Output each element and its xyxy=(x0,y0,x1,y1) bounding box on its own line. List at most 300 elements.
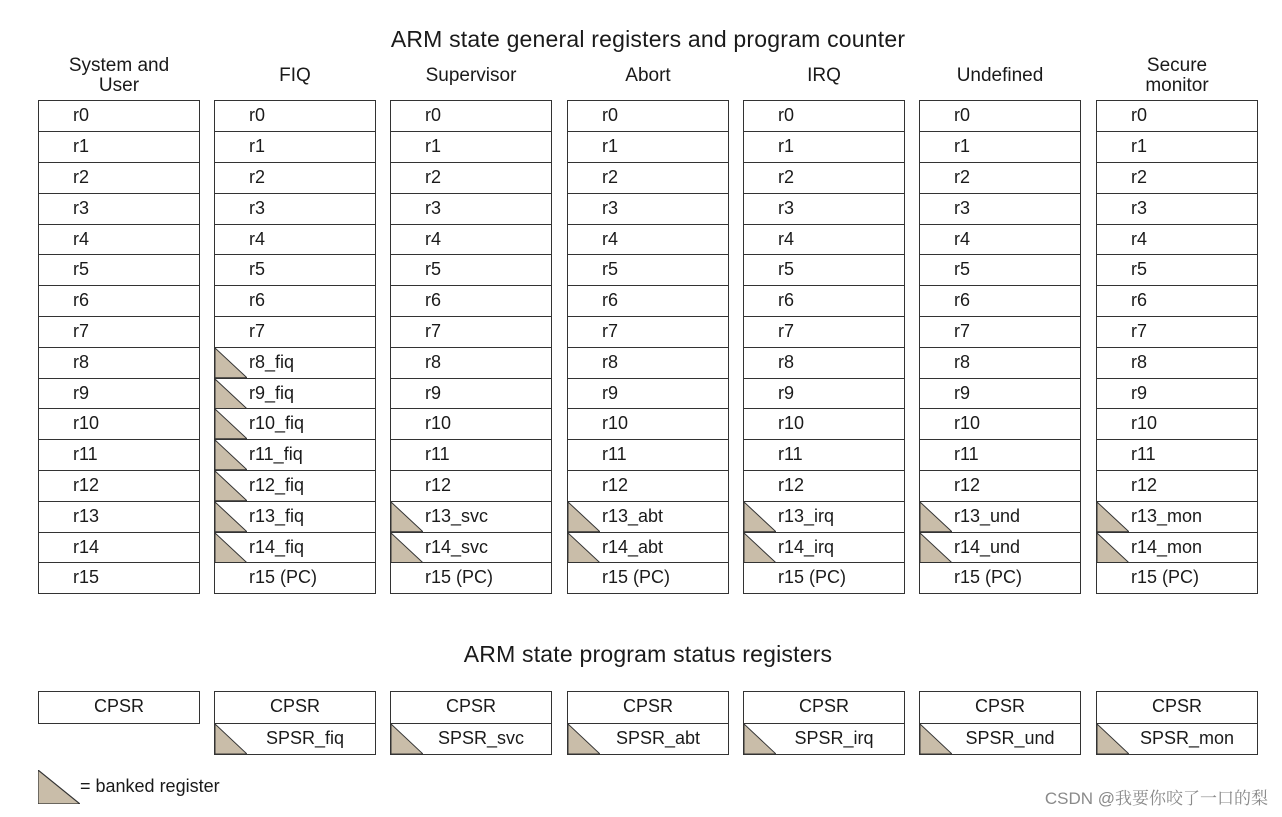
register-label: r4 xyxy=(1131,228,1148,249)
register-column xyxy=(390,100,552,594)
register-cell xyxy=(919,563,1081,594)
register-label: r9 xyxy=(425,382,442,403)
register-label: r3 xyxy=(778,197,795,218)
register-label: r15 (PC) xyxy=(602,567,671,588)
register-cell xyxy=(38,225,200,256)
register-column xyxy=(919,100,1081,594)
register-cell xyxy=(743,194,905,225)
register-cell xyxy=(919,379,1081,410)
register-cell xyxy=(567,255,729,286)
register-cell xyxy=(390,100,552,132)
register-label: r13_abt xyxy=(602,505,664,526)
register-cell xyxy=(743,100,905,132)
register-label: r1 xyxy=(954,136,971,157)
register-label: r13_svc xyxy=(425,505,489,526)
psr-column xyxy=(390,691,552,755)
legend xyxy=(38,770,298,804)
register-label: r0 xyxy=(954,105,971,125)
register-cell xyxy=(38,286,200,317)
banked-register-icon xyxy=(744,724,776,754)
register-label: r6 xyxy=(249,290,266,311)
register-cell xyxy=(1096,225,1258,256)
register-label: r3 xyxy=(1131,197,1148,218)
register-label: r11 xyxy=(602,444,627,465)
register-cell xyxy=(1096,409,1258,440)
register-label: r12 xyxy=(425,475,452,496)
register-cell xyxy=(390,563,552,594)
psr-column xyxy=(214,691,376,755)
psr-label: SPSR_fiq xyxy=(265,727,345,748)
banked-register-cell xyxy=(1096,502,1258,533)
banked-register-cell xyxy=(214,471,376,502)
banked-register-cell xyxy=(567,533,729,564)
psr-label: CPSR xyxy=(1151,696,1202,716)
register-cell xyxy=(38,533,200,564)
cpsr-cell xyxy=(567,691,729,724)
register-label: r13 xyxy=(73,505,100,526)
register-cell xyxy=(390,163,552,194)
psr-label: CPSR xyxy=(974,696,1025,716)
psr-label: SPSR_svc xyxy=(437,727,525,748)
register-cell xyxy=(1096,379,1258,410)
register-cell xyxy=(38,100,200,132)
register-cell xyxy=(38,348,200,379)
register-cell xyxy=(1096,317,1258,348)
register-label: r4 xyxy=(249,228,266,249)
register-label: r5 xyxy=(1131,259,1148,280)
register-cell xyxy=(919,225,1081,256)
register-cell xyxy=(38,471,200,502)
banked-register-cell xyxy=(919,533,1081,564)
register-cell xyxy=(567,379,729,410)
register-label: r14_irq xyxy=(778,536,835,557)
register-cell xyxy=(214,317,376,348)
register-label: r13_fiq xyxy=(249,505,305,526)
register-label: r2 xyxy=(73,167,90,188)
mode-header xyxy=(919,54,1081,98)
register-cell xyxy=(1096,132,1258,163)
register-label: r0 xyxy=(73,105,90,125)
register-label: r8 xyxy=(425,351,442,372)
banked-register-icon xyxy=(568,533,600,563)
banked-register-cell xyxy=(214,379,376,410)
register-label: r14_und xyxy=(954,536,1021,557)
register-column xyxy=(1096,100,1258,594)
register-label: r10 xyxy=(954,413,981,434)
register-cell xyxy=(1096,286,1258,317)
cpsr-cell xyxy=(1096,691,1258,724)
diagram-title: ARM state general registers and program counter xyxy=(390,26,906,52)
register-cell xyxy=(1096,440,1258,471)
mode-name: Secure monitor xyxy=(1145,55,1209,96)
register-cell xyxy=(743,225,905,256)
spsr-cell xyxy=(567,724,729,755)
mode-name: FIQ xyxy=(279,65,311,86)
register-label: r8_fiq xyxy=(249,351,295,372)
register-label: r9 xyxy=(1131,382,1148,403)
register-cell xyxy=(743,563,905,594)
banked-register-icon xyxy=(215,533,247,563)
register-cell xyxy=(567,348,729,379)
register-cell xyxy=(390,409,552,440)
register-cell xyxy=(38,194,200,225)
register-cell xyxy=(743,471,905,502)
register-cell xyxy=(919,440,1081,471)
banked-register-icon xyxy=(215,502,247,532)
register-label: r7 xyxy=(73,321,90,342)
register-cell xyxy=(567,563,729,594)
spsr-cell xyxy=(919,724,1081,755)
register-cell xyxy=(390,348,552,379)
register-label: r12 xyxy=(1131,475,1158,496)
banked-register-icon xyxy=(1097,533,1129,563)
register-cell xyxy=(38,563,200,594)
register-label: r11_fiq xyxy=(249,444,303,465)
register-cell xyxy=(38,440,200,471)
psr-label: SPSR_irq xyxy=(794,727,874,748)
register-cell xyxy=(1096,563,1258,594)
register-label: r8 xyxy=(73,351,90,372)
psr-label: SPSR_abt xyxy=(615,727,701,748)
banked-register-icon xyxy=(920,502,952,532)
banked-register-icon xyxy=(920,533,952,563)
banked-register-icon xyxy=(1097,502,1129,532)
banked-register-icon xyxy=(215,440,247,470)
register-label: r15 xyxy=(73,567,100,588)
register-cell xyxy=(214,194,376,225)
register-label: r14_svc xyxy=(425,536,489,557)
register-cell xyxy=(38,163,200,194)
register-cell xyxy=(390,317,552,348)
watermark: CSDN @我要你咬了一口的梨 xyxy=(1044,789,1268,808)
register-cell xyxy=(567,409,729,440)
register-cell xyxy=(743,348,905,379)
register-column xyxy=(38,100,200,594)
register-column xyxy=(567,100,729,594)
psr-label: CPSR xyxy=(622,696,673,716)
register-label: r5 xyxy=(73,259,90,280)
psr-column xyxy=(919,691,1081,755)
register-cell xyxy=(743,379,905,410)
register-label: r10 xyxy=(602,413,629,434)
register-label: r5 xyxy=(249,259,266,280)
register-label: r11 xyxy=(954,444,979,465)
register-label: r11 xyxy=(1131,444,1156,465)
register-cell xyxy=(743,255,905,286)
register-label: r12 xyxy=(778,475,805,496)
register-label: r0 xyxy=(602,105,619,125)
mode-header xyxy=(214,54,376,98)
register-cell xyxy=(1096,255,1258,286)
psr-column xyxy=(743,691,905,755)
register-cell xyxy=(38,409,200,440)
spsr-cell xyxy=(214,724,376,755)
banked-register-cell xyxy=(214,440,376,471)
banked-register-icon xyxy=(391,502,423,532)
register-label: r7 xyxy=(954,321,971,342)
register-cell xyxy=(919,471,1081,502)
register-cell xyxy=(567,132,729,163)
banked-register-cell xyxy=(1096,533,1258,564)
banked-register-icon xyxy=(215,409,247,439)
register-cell xyxy=(919,409,1081,440)
register-label: r11 xyxy=(425,444,450,465)
register-label: r1 xyxy=(778,136,795,157)
register-label: r10 xyxy=(425,413,452,434)
register-label: r9_fiq xyxy=(249,382,295,403)
register-cell xyxy=(38,502,200,533)
register-cell xyxy=(214,100,376,132)
register-label: r8 xyxy=(954,351,971,372)
register-label: r5 xyxy=(425,259,442,280)
register-label: r2 xyxy=(249,167,266,188)
register-cell xyxy=(390,255,552,286)
mode-name: Abort xyxy=(625,65,671,86)
banked-register-cell xyxy=(567,502,729,533)
psr-label: SPSR_mon xyxy=(1139,727,1235,748)
register-label: r2 xyxy=(602,167,619,188)
psr-label: CPSR xyxy=(798,696,849,716)
banked-register-icon xyxy=(568,502,600,532)
register-cell xyxy=(390,379,552,410)
psr-label: CPSR xyxy=(445,696,496,716)
register-cell xyxy=(919,194,1081,225)
psr-column xyxy=(567,691,729,755)
register-label: r11 xyxy=(73,444,98,465)
register-label: r6 xyxy=(425,290,442,311)
mode-header xyxy=(567,54,729,98)
banked-register-cell xyxy=(214,502,376,533)
register-cell xyxy=(214,255,376,286)
psr-label: CPSR xyxy=(93,696,144,716)
banked-register-icon xyxy=(391,533,423,563)
register-cell xyxy=(743,409,905,440)
register-label: r8 xyxy=(1131,351,1148,372)
register-label: r12_fiq xyxy=(249,475,305,496)
register-label: r4 xyxy=(73,228,90,249)
banked-register-icon xyxy=(744,502,776,532)
register-label: r3 xyxy=(249,197,266,218)
register-label: r14_mon xyxy=(1131,536,1203,557)
register-label: r7 xyxy=(425,321,442,342)
banked-register-cell xyxy=(919,502,1081,533)
register-label: r15 (PC) xyxy=(1131,567,1200,588)
banked-register-icon xyxy=(215,724,247,754)
register-label: r2 xyxy=(954,167,971,188)
psr-label: SPSR_und xyxy=(965,727,1055,748)
spsr-cell xyxy=(1096,724,1258,755)
register-label: r0 xyxy=(425,105,442,125)
register-cell xyxy=(390,225,552,256)
register-label: r7 xyxy=(778,321,795,342)
register-cell xyxy=(743,317,905,348)
register-label: r12 xyxy=(73,475,100,496)
register-label: r15 (PC) xyxy=(425,567,494,588)
register-label: r15 (PC) xyxy=(954,567,1023,588)
register-label: r13_und xyxy=(954,505,1021,526)
register-label: r5 xyxy=(602,259,619,280)
register-cell xyxy=(919,286,1081,317)
register-label: r7 xyxy=(249,321,266,342)
register-cell xyxy=(390,440,552,471)
register-cell xyxy=(38,132,200,163)
register-label: r10 xyxy=(73,413,100,434)
register-label: r9 xyxy=(73,382,90,403)
banked-register-icon xyxy=(215,471,247,501)
register-label: r12 xyxy=(602,475,629,496)
register-cell xyxy=(919,163,1081,194)
register-label: r2 xyxy=(778,167,795,188)
mode-name: System and User xyxy=(68,55,170,96)
register-column xyxy=(214,100,376,594)
register-cell xyxy=(567,163,729,194)
register-cell xyxy=(567,440,729,471)
register-cell xyxy=(214,132,376,163)
register-label: r0 xyxy=(778,105,795,125)
register-cell xyxy=(38,379,200,410)
banked-register-cell xyxy=(214,348,376,379)
register-label: r9 xyxy=(954,382,971,403)
register-cell xyxy=(567,471,729,502)
register-cell xyxy=(567,225,729,256)
register-cell xyxy=(567,286,729,317)
register-label: r7 xyxy=(1131,321,1148,342)
psr-title: ARM state program status registers xyxy=(463,641,833,667)
cpsr-cell xyxy=(214,691,376,724)
register-cell xyxy=(567,194,729,225)
register-label: r5 xyxy=(954,259,971,280)
banked-register-cell xyxy=(214,533,376,564)
register-label: r9 xyxy=(778,382,795,403)
banked-register-icon xyxy=(38,770,80,804)
cpsr-cell xyxy=(38,691,200,724)
register-label: r14 xyxy=(73,536,100,557)
banked-register-cell xyxy=(743,502,905,533)
spsr-cell xyxy=(743,724,905,755)
banked-register-cell xyxy=(214,409,376,440)
register-label: r1 xyxy=(1131,136,1148,157)
register-cell xyxy=(1096,348,1258,379)
banked-register-icon xyxy=(744,533,776,563)
register-label: r14_fiq xyxy=(249,536,305,557)
register-cell xyxy=(1096,194,1258,225)
register-label: r12 xyxy=(954,475,981,496)
register-cell xyxy=(919,132,1081,163)
register-label: r13_mon xyxy=(1131,505,1203,526)
banked-register-cell xyxy=(390,533,552,564)
register-cell xyxy=(390,286,552,317)
register-label: r6 xyxy=(954,290,971,311)
register-cell xyxy=(390,132,552,163)
register-cell xyxy=(1096,100,1258,132)
banked-register-icon xyxy=(215,348,247,378)
register-label: r6 xyxy=(1131,290,1148,311)
register-cell xyxy=(743,132,905,163)
register-cell xyxy=(743,163,905,194)
register-label: r7 xyxy=(602,321,619,342)
register-label: r2 xyxy=(1131,167,1148,188)
register-cell xyxy=(567,317,729,348)
register-label: r5 xyxy=(778,259,795,280)
register-label: r11 xyxy=(778,444,803,465)
register-column xyxy=(743,100,905,594)
register-label: r1 xyxy=(249,136,266,157)
register-cell xyxy=(1096,471,1258,502)
banked-register-icon xyxy=(215,379,247,409)
register-label: r15 (PC) xyxy=(778,567,847,588)
register-cell xyxy=(919,317,1081,348)
legend-text: = banked register xyxy=(80,776,220,796)
psr-column xyxy=(1096,691,1258,755)
register-label: r4 xyxy=(602,228,619,249)
register-cell xyxy=(214,563,376,594)
register-label: r6 xyxy=(778,290,795,311)
register-label: r4 xyxy=(778,228,795,249)
register-label: r3 xyxy=(73,197,90,218)
register-cell xyxy=(743,440,905,471)
mode-header xyxy=(743,54,905,98)
register-label: r4 xyxy=(954,228,971,249)
register-label: r10 xyxy=(1131,413,1158,434)
register-cell xyxy=(38,255,200,286)
mode-name: IRQ xyxy=(807,65,841,86)
register-label: r10 xyxy=(778,413,805,434)
register-cell xyxy=(38,317,200,348)
spsr-cell xyxy=(390,724,552,755)
psr-label: CPSR xyxy=(269,696,320,716)
register-label: r8 xyxy=(602,351,619,372)
register-label: r2 xyxy=(425,167,442,188)
psr-column xyxy=(38,691,200,724)
register-cell xyxy=(214,286,376,317)
register-label: r4 xyxy=(425,228,442,249)
register-label: r8 xyxy=(778,351,795,372)
register-cell xyxy=(743,286,905,317)
register-cell xyxy=(919,100,1081,132)
register-cell xyxy=(919,348,1081,379)
banked-register-cell xyxy=(743,533,905,564)
register-label: r3 xyxy=(954,197,971,218)
register-label: r0 xyxy=(1131,105,1148,125)
register-label: r3 xyxy=(425,197,442,218)
register-cell xyxy=(567,100,729,132)
register-cell xyxy=(390,194,552,225)
register-label: r9 xyxy=(602,382,619,403)
register-cell xyxy=(214,163,376,194)
register-label: r6 xyxy=(602,290,619,311)
register-label: r6 xyxy=(73,290,90,311)
register-cell xyxy=(919,255,1081,286)
register-label: r0 xyxy=(249,105,266,125)
register-label: r14_abt xyxy=(602,536,664,557)
register-label: r13_irq xyxy=(778,505,835,526)
register-cell xyxy=(214,225,376,256)
register-label: r3 xyxy=(602,197,619,218)
register-label: r15 (PC) xyxy=(249,567,318,588)
mode-header xyxy=(1096,54,1258,98)
register-label: r1 xyxy=(602,136,619,157)
register-label: r1 xyxy=(73,136,90,157)
register-label: r10_fiq xyxy=(249,413,305,434)
cpsr-cell xyxy=(390,691,552,724)
register-label: r1 xyxy=(425,136,442,157)
mode-header xyxy=(390,54,552,98)
mode-name: Supervisor xyxy=(425,65,517,86)
cpsr-cell xyxy=(743,691,905,724)
register-cell xyxy=(1096,163,1258,194)
banked-register-cell xyxy=(390,502,552,533)
mode-name: Undefined xyxy=(956,65,1044,86)
